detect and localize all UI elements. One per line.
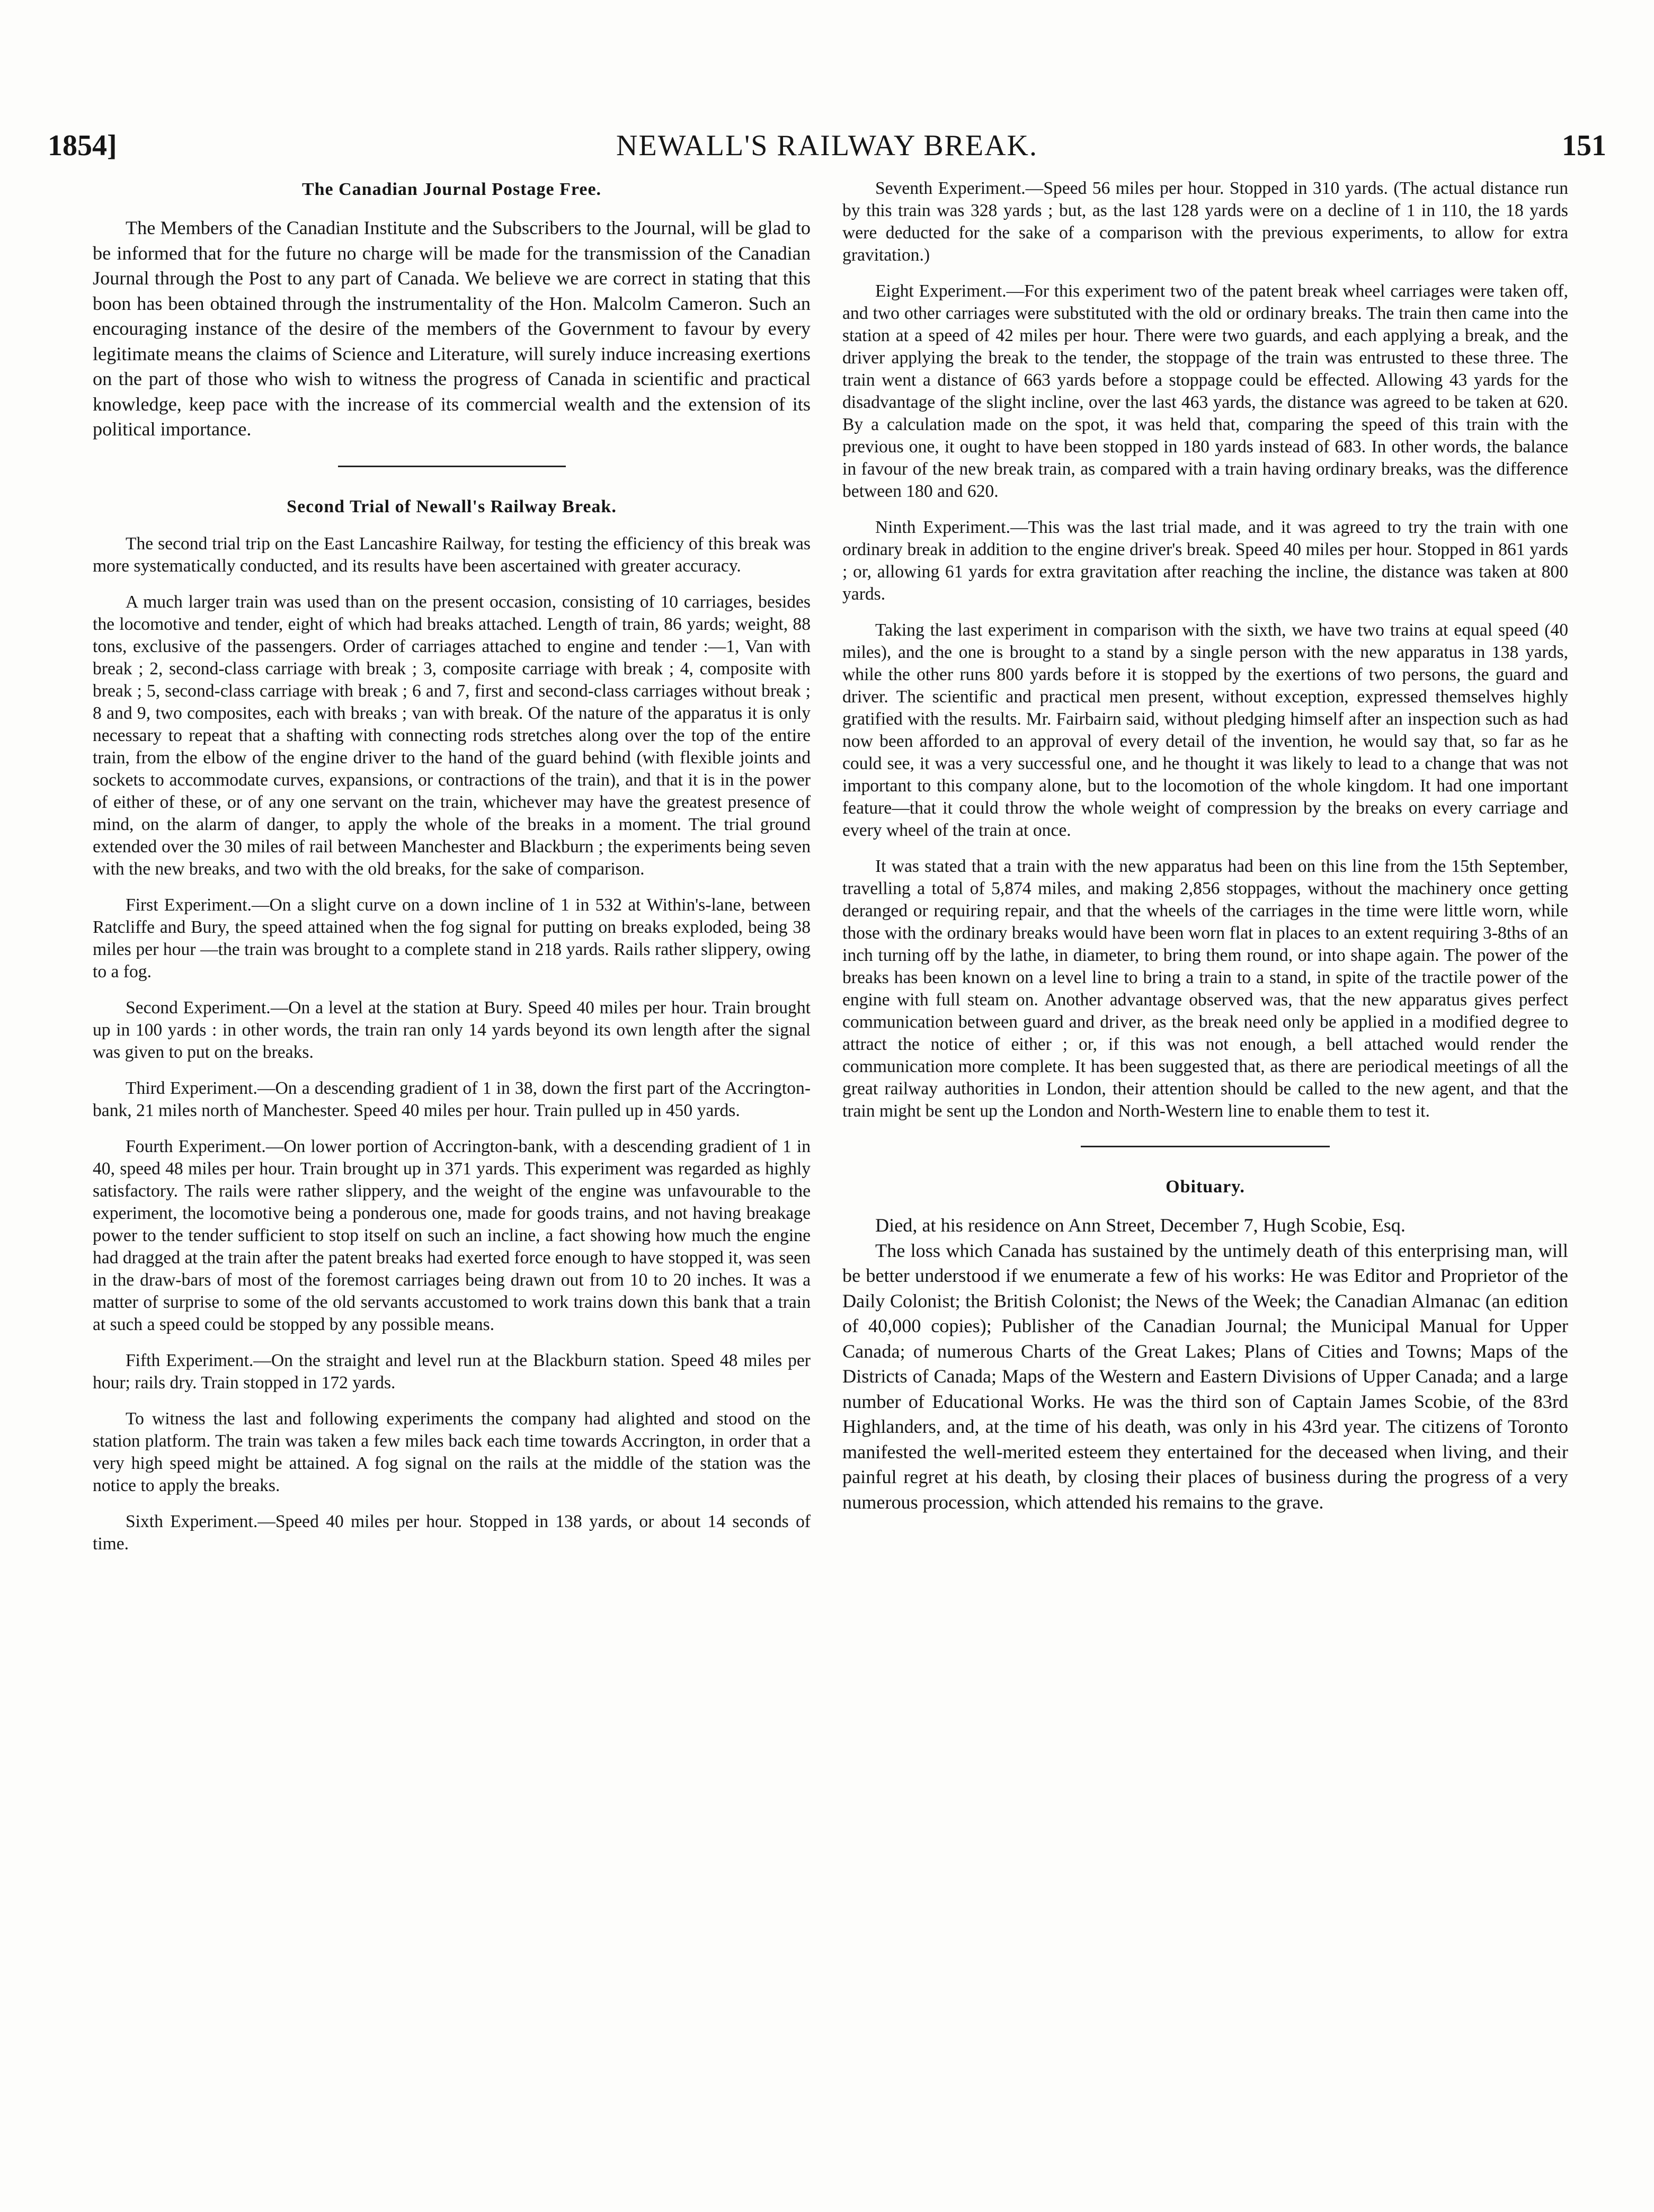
- first-experiment-paragraph: First Experiment.—On a slight curve on a down incline of 1 in 532 at Within's-lane, between Ratcliffe and Bury, the speed attained when the fog signal for putting on breaks exploded, being 38 miles per hour —the train was brought to a complete stand in 218 yards. Rails rather slippery, owing to a fog.: [93, 895, 811, 982]
- header-title: NEWALL'S RAILWAY BREAK.: [616, 129, 1038, 162]
- platform-paragraph: To witness the last and following experiments the company had alighted and stood on the station platform. The train was taken a few miles back each time towards Accrington, in order that a very high speed might be attained. A fog signal on the rails at the middle of the station was the notice to apply the breaks.: [93, 1408, 811, 1495]
- left-column: [93, 177, 811, 1569]
- obituary-heading: Obituary.: [1166, 1177, 1245, 1197]
- trial-intro-paragraph: The second trial trip on the East Lancashire Railway, for testing the efficiency of this break was more systematically conducted, and its results have been ascertained with greater accuracy.: [93, 533, 811, 576]
- section-divider: [338, 466, 566, 467]
- obituary-notice: Died, at his residence on Ann Street, December 7, Hugh Scobie, Esq.: [875, 1215, 1406, 1236]
- second-experiment-paragraph: Second Experiment.—On a level at the station at Bury. Speed 40 miles per hour. Train brought up in 100 yards : in other words, the train ran only 14 yards beyond its own length after the signal was given to put on the breaks.: [93, 997, 811, 1062]
- fourth-experiment-paragraph: Fourth Experiment.—On lower portion of Accrington-bank, with a descending gradient of 1 in 40, speed 48 miles per hour. Train brought up in 371 yards. This experiment was regarded as highly satisfactory. The rails were rather slippery, and the weight of the engine was unfavourable to the experiment, the locomotive being a ponderous one, made for goods trains, and not having breakage power to the tender sufficient to stop itself on such an incline, a fact showing how much the engine had dragged at the train after the patent breaks had exerted force enough to have stopped it, was seen in the draw-bars of most of the foremost carriages being drawn out from 10 to 20 inches. It was a matter of surprise to some of the old servants accustomed to work trains down this bank that a train at such a speed could be stopped by any possible means.: [93, 1136, 811, 1334]
- section-divider: [1081, 1146, 1330, 1147]
- comparison-paragraph: Taking the last experiment in comparison with the sixth, we have two trains at equal speed (40 miles), and the one is brought to a stand by a single person with the new apparatus in 138 yards, while the other runs 800 yards before it is stopped by the exertions of two persons, the guard and driver. The scientific and practical men present, without exception, expressed themselves highly gratified with the results. Mr. Fairbairn said, without pledging himself after an inspection such as had now been afforded to an approval of every detail of the invention, he would say that, so far as he could see, it was a very successful one, and he thought it was likely to lead to a change that was not important to this company alone, but to the locomotion of the whole kingdom. It had one important feature—that it could throw the whole weight of compression by the breaks on every carriage and every wheel of the train at once.: [842, 620, 1568, 840]
- postage-paragraph: The Members of the Canadian Institute and the Subscribers to the Journal, will be glad to be informed that for the future no charge will be made for the transmission of the Canadian Journal through the Post to any part of Canada. We believe we are correct in stating that this boon has been obtained through the instrumentality of the Hon. Malcolm Cameron. Such an encouraging instance of the desire of the members of the Government to favour by every legitimate means the claims of Science and Literature, will surely induce increasing exertions on the part of those who wish to witness the progress of Canada in scientific and practical knowledge, keep pace with the increase of its commercial wealth and the extension of its political importance.: [93, 217, 811, 440]
- service-record-paragraph: It was stated that a train with the new apparatus had been on this line from the 15th September, travelling a total of 5,874 miles, and making 2,856 stoppages, without the machinery once getting deranged or requiring repair, and that the wheels of the carriages in the time were little worn, while those with the ordinary breaks would have been worn flat in places to an extent requiring 3-8ths of an inch turning off by the lathe, in diameter, to bring them round, or into shape again. The power of the breaks has been known on a level line to bring a train to a stand, in spite of the tractile power of the engine with full steam on. Another advantage observed was, that the new apparatus gives perfect communication between guard and driver, as the break need only be applied in a modified degree to attract the notice of either ; or, if this was not enough, a bell attached would render the communication more complete. It has been suggested that, as there are periodical meetings of all the great railway authorities in London, their attention should be called to the new agent, and that the train might be sent up the London and North-Western line to enable them to test it.: [842, 857, 1568, 1121]
- obituary-paragraph: The loss which Canada has sustained by the untimely death of this enterprising man, will be better understood if we enumerate a few of his works: He was Editor and Proprietor of the Daily Colonist; the British Colonist; the News of the Week; the Canadian Almanac (an edition of 40,000 copies); Publisher of the Canadian Journal; the Municipal Manual for Upper Canada; of numerous Charts of the Great Lakes; Plans of Cities and Towns; Maps of the Districts of Canada; Maps of the Western and Eastern Divisions of Upper Canada; and a large number of Educational Works. He was the third son of Captain James Scobie, of the 83rd Highlanders, and, at the time of his death, was only in his 43rd year. The citizens of Toronto manifested the well-merited esteem they entertained for the deceased when living, and their painful regret at his death, by closing their places of business during the progress of a very numerous procession, which attended his remains to the grave.: [842, 1239, 1568, 1513]
- train-description-paragraph: A much larger train was used than on the present occasion, consisting of 10 carriages, besides the locomotive and tender, eight of which had breaks attached. Length of train, 86 yards; weight, 88 tons, exclusive of the passengers. Order of carriages attached to engine and tender :—1, Van with break ; 2, second-class carriage with break ; 3, composite carriage with break ; 4, composite with break ; 5, second-class carriage with break ; 6 and 7, first and second-class carriages without break ; 8 and 9, two composites, each with breaks ; van with break. Of the nature of the apparatus it is only necessary to repeat that a shafting with connecting rods stretches along over the top of the entire train, from the elbow of the engine driver to the hand of the guard behind (with flexible joints and sockets to accommodate curves, expansions, or contractions of the train), and that it is in the power of either of these, or of any one servant on the train, whichever may have the greatest presence of mind, on the alarm of danger, to apply the whole of the breaks in a moment. The trial ground extended over the 30 miles of rail between Manchester and Blackburn ; the experiments being seven with the new breaks, and two with the old breaks, for the sake of comparison.: [93, 592, 811, 879]
- running-head: [48, 124, 1606, 167]
- trial-heading: Second Trial of Newall's Railway Break.: [287, 496, 617, 516]
- postage-heading: The Canadian Journal Postage Free.: [301, 180, 602, 199]
- ninth-experiment-paragraph: Ninth Experiment.—This was the last trial made, and it was agreed to try the train with one ordinary break in addition to the engine driver's break. Speed 40 miles per hour. Stopped in 861 yards ; or, allowing 61 yards for extra gravitation after reaching the incline, the distance was taken at 800 yards.: [842, 518, 1568, 604]
- right-column: [842, 177, 1568, 1515]
- eighth-experiment-paragraph: Eight Experiment.—For this experiment two of the patent break wheel carriages were taken off, and two other carriages were substituted with the old or ordinary breaks. The train then came into the station at a speed of 42 miles per hour. There were two guards, and each applying a break, and the driver applying the break to the tender, the stoppage of the train was entrusted to these three. The train went a distance of 663 yards before a stoppage could be effected. Allowing 43 yards for the disadvantage of the slight incline, over the last 463 yards, the distance was agreed to be taken at 620. By a calculation made on the spot, it was held that, comparing the speed of this train with the previous one, it ought to have been stopped in 180 yards instead of 683. In other words, the balance in favour of the new break train, as compared with a train having ordinary breaks, was the difference between 180 and 620.: [842, 281, 1568, 501]
- header-year: 1854]: [48, 129, 117, 162]
- fifth-experiment-paragraph: Fifth Experiment.—On the straight and level run at the Blackburn station. Speed 48 miles per hour; rails dry. Train stopped in 172 yards.: [93, 1350, 811, 1393]
- seventh-experiment-paragraph: Seventh Experiment.—Speed 56 miles per hour. Stopped in 310 yards. (The actual distance run by this train was 328 yards ; but, as the last 128 yards were on a decline of 1 in 110, the 18 yards were deducted for the sake of a comparison with the previous experiments, to allow for extra gravitation.): [842, 179, 1568, 265]
- page-number: 151: [1562, 129, 1606, 162]
- sixth-experiment-paragraph: Sixth Experiment.—Speed 40 miles per hour. Stopped in 138 yards, or about 14 seconds of time.: [93, 1511, 811, 1554]
- third-experiment-paragraph: Third Experiment.—On a descending gradient of 1 in 38, down the first part of the Accrington-bank, 21 miles north of Manchester. Speed 40 miles per hour. Train pulled up in 450 yards.: [93, 1078, 811, 1120]
